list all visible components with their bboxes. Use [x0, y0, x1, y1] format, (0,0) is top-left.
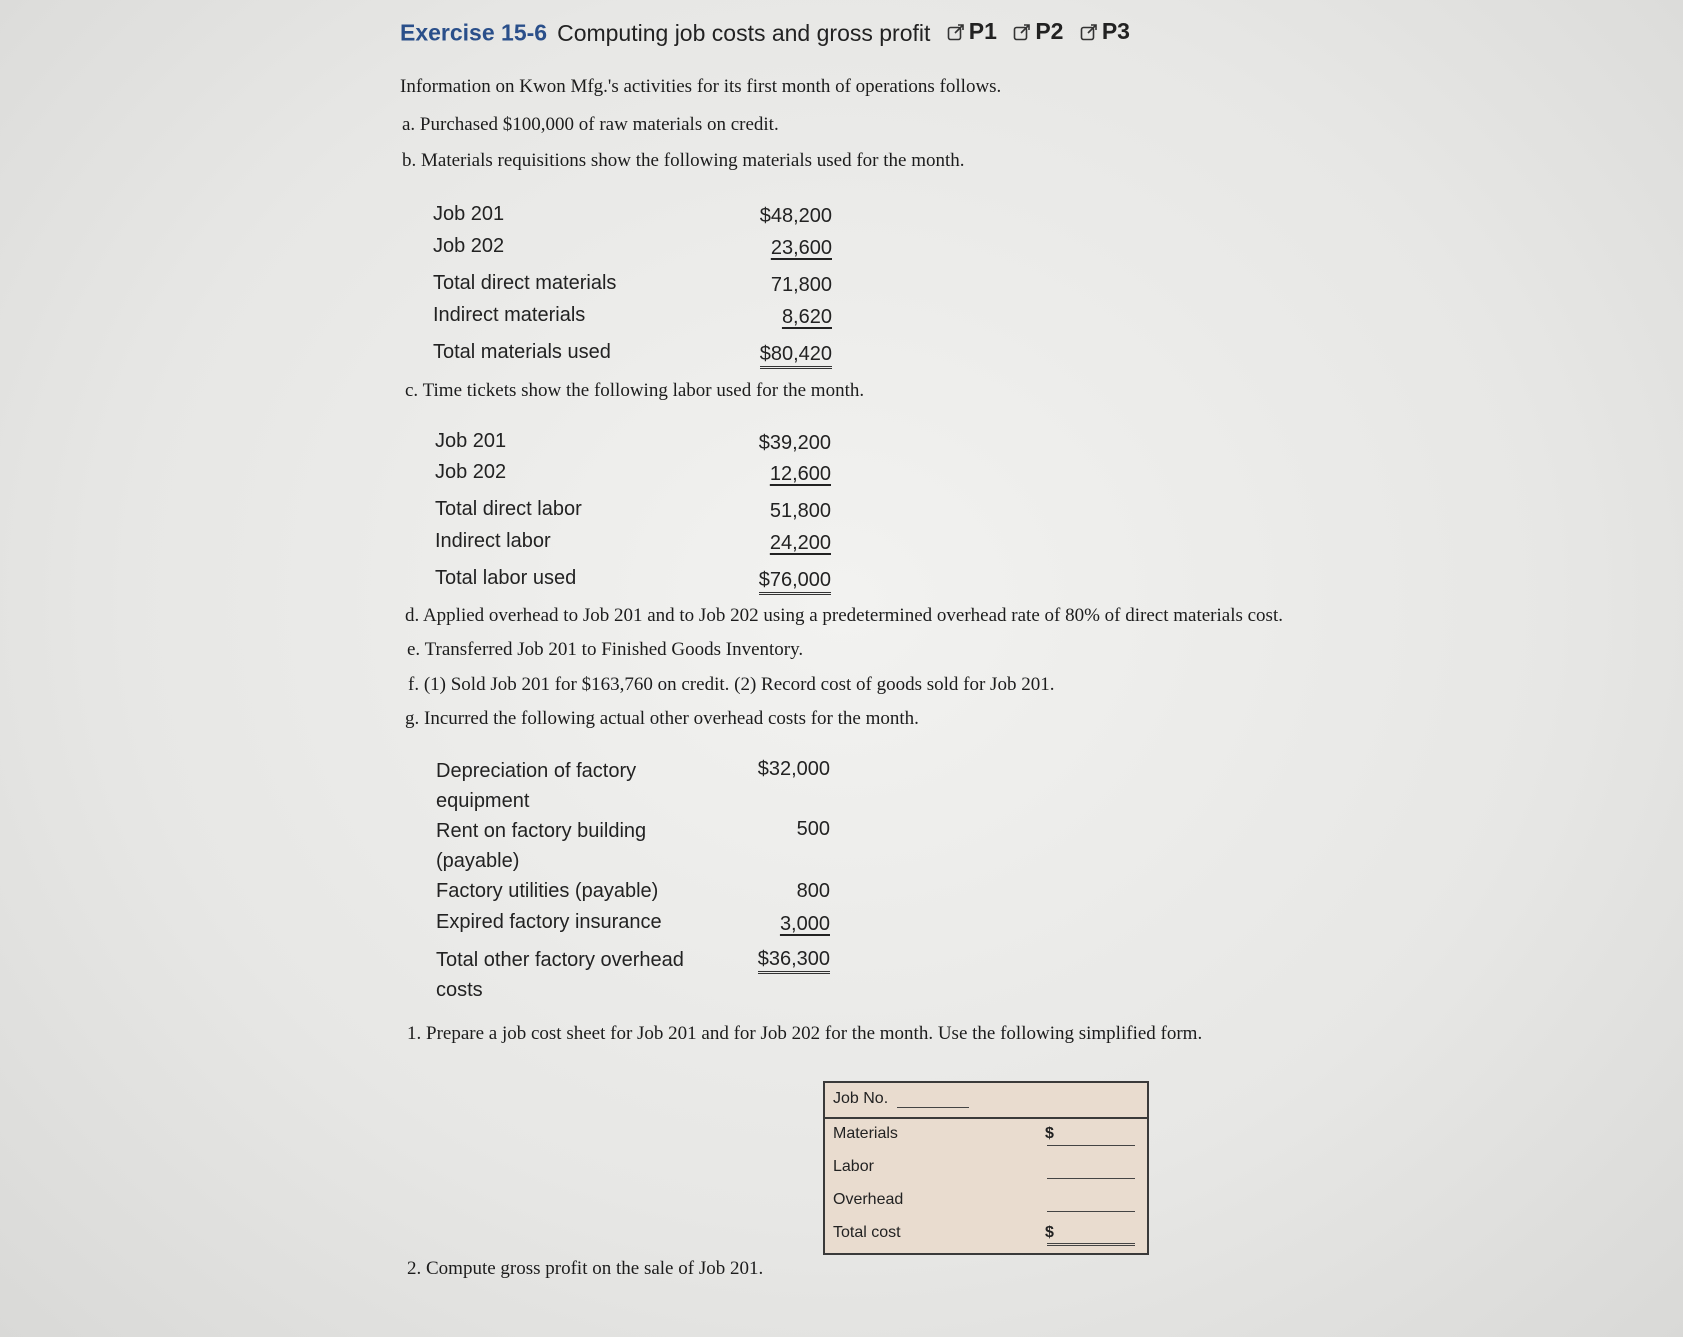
labor-field[interactable]: [1047, 1178, 1135, 1179]
badge-p3[interactable]: [1080, 18, 1130, 45]
item-f: f. (1) Sold Job 201 for $163,760 on credit. (2) Record cost of goods sold for Job 201.: [408, 674, 1055, 695]
materials-label-3: Total direct materials: [433, 272, 617, 294]
materials-label-1: Job 201: [433, 203, 505, 225]
intro-text: Information on Kwon Mfg.'s activities for its first month of operations follows.: [400, 76, 1002, 97]
exercise-number: Exercise 15-6: [400, 19, 548, 46]
overhead-field[interactable]: [1047, 1211, 1135, 1212]
overhead-label-4: Expired factory insurance: [436, 911, 662, 933]
item-e: e. Transferred Job 201 to Finished Goods Inventory.: [407, 639, 804, 660]
materials-value-2: 23,600: [770, 237, 832, 259]
badge-p1[interactable]: [947, 18, 997, 45]
item-g: g. Incurred the following actual other overhead costs for the month.: [405, 708, 919, 729]
materials-label-2: Job 202: [433, 235, 505, 257]
materials-value-5: $80,420: [722, 343, 832, 366]
requirement-2: 2. Compute gross profit on the sale of Job 201.: [407, 1258, 764, 1279]
labor-value-2: 12,600: [769, 463, 831, 485]
overhead-value-4: 3,000: [779, 913, 830, 935]
exercise-title: Computing job costs and gross profit: [557, 19, 931, 46]
exercise-header: [400, 18, 1130, 47]
labor-value-4: 24,200: [769, 532, 831, 554]
item-c: c. Time tickets show the following labor used for the month.: [405, 380, 865, 401]
overhead-label-3: Factory utilities (payable): [436, 880, 659, 902]
dollar-sign: $: [1045, 1224, 1054, 1241]
badge-label: P1: [968, 18, 997, 44]
total-cost-field[interactable]: [1047, 1243, 1135, 1246]
row-total-cost: Total cost: [833, 1224, 901, 1241]
labor-label-4: Indirect labor: [435, 530, 551, 552]
labor-value-1: $39,200: [758, 432, 831, 454]
form-header: [825, 1083, 1147, 1119]
requirement-1: 1. Prepare a job cost sheet for Job 201 and for Job 202 for the month. Use the following simplified form.: [407, 1023, 1203, 1044]
materials-field[interactable]: [1047, 1145, 1135, 1146]
labor-label-5: Total labor used: [435, 567, 577, 589]
row-materials: Materials: [833, 1125, 898, 1142]
item-a: a. Purchased $100,000 of raw materials on credit.: [402, 114, 779, 135]
row-labor: Labor: [833, 1158, 874, 1175]
overhead-value-2: 500: [796, 818, 830, 840]
external-link-icon: [947, 23, 965, 41]
badge-label: P2: [1035, 18, 1064, 44]
materials-label-5: Total materials used: [433, 341, 611, 363]
overhead-label-5: Total other factory overhead costs: [436, 949, 684, 1001]
materials-label-4: Indirect materials: [433, 304, 586, 326]
badge-label: P3: [1101, 18, 1130, 44]
materials-value-3: 71,800: [770, 274, 832, 296]
job-cost-sheet-form: [823, 1081, 1149, 1255]
badge-p2[interactable]: [1013, 18, 1063, 45]
labor-label-3: Total direct labor: [435, 498, 582, 520]
external-link-icon: [1080, 23, 1098, 41]
labor-label-2: Job 202: [435, 461, 507, 483]
item-d: d. Applied overhead to Job 201 and to Job 202 using a predetermined overhead rate of 80% of direct materials cost.: [405, 605, 1283, 626]
labor-label-1: Job 201: [435, 430, 507, 452]
materials-value-1: $48,200: [759, 205, 832, 227]
labor-value-5: $76,000: [721, 569, 831, 592]
dollar-sign: $: [1045, 1125, 1054, 1142]
overhead-value-1: $32,000: [757, 758, 830, 780]
labor-value-3: 51,800: [769, 500, 831, 522]
row-overhead: Overhead: [833, 1191, 904, 1208]
overhead-label-1: Depreciation of factory equipment: [436, 760, 637, 812]
job-no-field[interactable]: [897, 1107, 969, 1108]
job-no-label: Job No.: [833, 1090, 889, 1107]
overhead-value-3: 800: [796, 880, 830, 902]
overhead-label-2: Rent on factory building (payable): [436, 820, 647, 872]
external-link-icon: [1013, 23, 1031, 41]
overhead-value-5: $36,300: [720, 948, 830, 971]
item-b: b. Materials requisitions show the following materials used for the month.: [402, 150, 965, 171]
materials-value-4: 8,620: [781, 306, 832, 328]
